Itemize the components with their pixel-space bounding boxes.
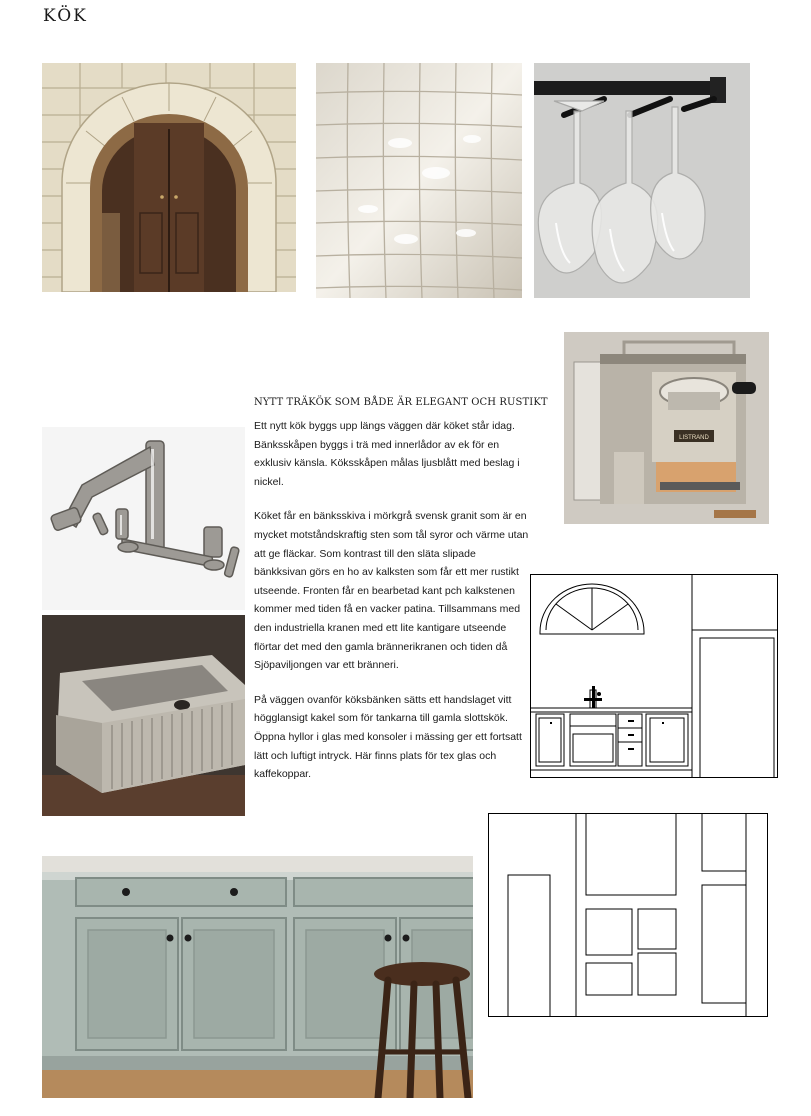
blue-cabinet-photo <box>42 856 473 1098</box>
arched-doorway-photo <box>42 63 296 292</box>
wine-glass-rack-photo <box>534 63 750 298</box>
article-heading: NYTT TRÄKÖK SOM BÅDE ÄR ELEGANT OCH RUSTIKT <box>254 397 548 408</box>
kitchen-elevation-drawing <box>530 574 778 778</box>
limestone-sink-photo <box>42 615 245 816</box>
kitchen-plan-drawing <box>488 813 768 1017</box>
espresso-label: LISTRAND <box>679 435 709 441</box>
espresso-machine-photo <box>564 332 769 524</box>
faucet-photo <box>42 427 245 610</box>
article-paragraph-3: På väggen ovanför köksbänken sätts ett handslaget vitt högglansigt kakel som för tankarna till gamla slottskök. Öppna hyllor i glas med konsoler i mässing ger ett fortsatt lätt och luftigt intryck. Här finns plats för tex glas och kaffekoppar. <box>254 693 522 781</box>
glossy-tile-photo <box>316 63 522 298</box>
article-paragraph-2: Köket får en bänksskiva i mörkgrå svensk granit som är en mycket motståndskraftig sten som tål syror och värme utan att ge fläckar. Som kontrast till den släta slipade bänkksivan görs en ho av kalksten som får ett mer rustikt utseende. Fronten får en bearbetad kant pch kalkstenen kommer med tiden få en vacker patina. Tillsammans med den industriella kranen med ett lite kantigare utseende flörtar det med den gamla brännerikranen och tiden då Sjöpaviljongen var ett bränneri. <box>254 510 529 672</box>
page-title: KÖK <box>43 6 88 26</box>
article-paragraph-1: Ett nytt kök byggs upp längs väggen där köket står idag. Bänksskåpen byggs i trä med innerlådor av ek för en exklusiv känsla. Köksskåpen målas ljusblått med beslag i nickel. <box>254 420 520 488</box>
article <box>254 397 548 800</box>
